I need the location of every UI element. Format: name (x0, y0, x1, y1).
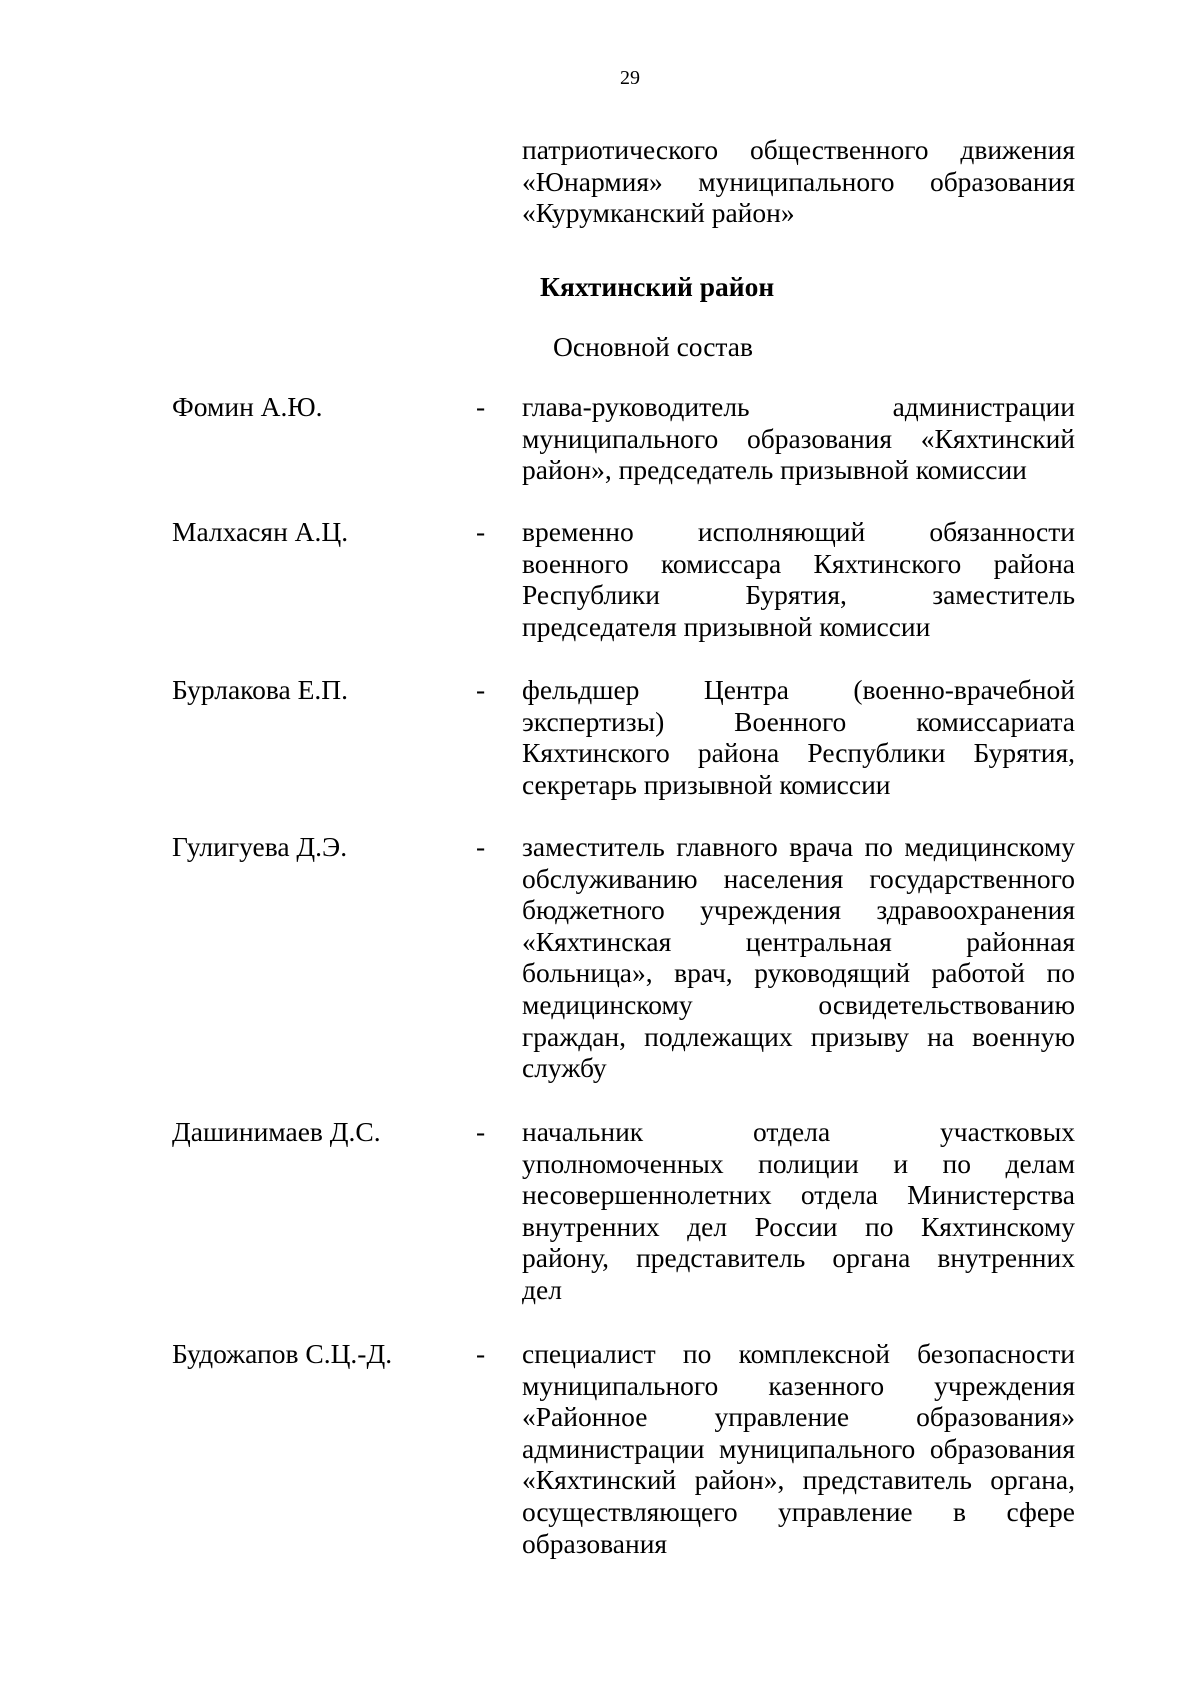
member-name: Малхасян А.Ц. (172, 516, 349, 547)
text-line: внутренних дел России по Кяхтинскому (522, 1210, 1075, 1242)
text-line: бюджетного учреждения здравоохранения (522, 894, 1075, 926)
dash-separator: - (476, 516, 486, 547)
member-name: Дашинимаев Д.С. (172, 1116, 381, 1147)
text-line: «Юнармия» муниципального образования (522, 165, 1075, 197)
text-line: муниципального казенного учреждения (522, 1369, 1075, 1401)
member-position (522, 391, 1075, 486)
text-line: специалист по комплексной безопасности (522, 1338, 1075, 1369)
text-line: обслуживанию населения государственного (522, 862, 1075, 894)
section-heading: Основной состав (553, 331, 753, 362)
text-line: «Кяхтинский район», представитель органа, (522, 1464, 1075, 1496)
text-line: администрации муниципального образования (522, 1432, 1075, 1464)
text-line: временно исполняющий обязанности (522, 516, 1075, 547)
dash-separator: - (476, 391, 486, 422)
text-line: району, представитель органа внутренних (522, 1242, 1075, 1274)
text-line: патриотического общественного движения (522, 134, 1075, 165)
dash-separator: - (476, 831, 486, 862)
continuation-paragraph (0, 134, 1200, 230)
text-line: «Кяхтинская центральная районная (522, 925, 1075, 957)
text-line: военного комиссара Кяхтинского района (522, 547, 1075, 579)
text-line: муниципального образования «Кяхтинский (522, 422, 1075, 454)
text-line: медицинскому освидетельствованию (522, 988, 1075, 1020)
text-line: граждан, подлежащих призыву на военную (522, 1020, 1075, 1052)
member-position (522, 1116, 1075, 1306)
member-position (522, 1338, 1075, 1559)
text-line: несовершеннолетних отдела Министерства (522, 1179, 1075, 1211)
text-line: район», председатель призывной комиссии (522, 454, 1027, 486)
page-number: 29 (620, 67, 640, 89)
member-name: Бурлакова Е.П. (172, 674, 348, 705)
text-line: экспертизы) Военного комиссариата (522, 705, 1075, 737)
text-line: Кяхтинского района Республики Бурятия, (522, 737, 1075, 769)
text-line: заместитель главного врача по медицинскому (522, 831, 1075, 862)
text-line: больница», врач, руководящий работой по (522, 957, 1075, 989)
dash-separator: - (476, 1116, 486, 1147)
text-line: осуществляющего управление в сфере (522, 1495, 1075, 1527)
text-line: начальник отдела участковых (522, 1116, 1075, 1147)
member-position (522, 674, 1075, 800)
text-line: уполномоченных полиции и по делам (522, 1147, 1075, 1179)
dash-separator: - (476, 1338, 486, 1369)
member-name: Будожапов С.Ц.-Д. (172, 1338, 393, 1369)
text-line: председателя призывной комиссии (522, 610, 931, 642)
text-line: секретарь призывной комиссии (522, 768, 891, 800)
member-position (522, 831, 1075, 1084)
district-heading: Кяхтинский район (540, 271, 775, 302)
text-line: фельдшер Центра (военно-врачебной (522, 674, 1075, 705)
continuation-text (522, 134, 1075, 229)
member-name: Гулигуева Д.Э. (172, 831, 348, 862)
text-line: «Курумканский район» (522, 197, 795, 229)
text-line: Республики Бурятия, заместитель (522, 579, 1075, 611)
dash-separator: - (476, 674, 486, 705)
text-line: образования (522, 1527, 668, 1559)
member-name: Фомин А.Ю. (172, 391, 323, 422)
text-line: глава-руководитель администрации (522, 391, 1075, 422)
text-line: «Районное управление образования» (522, 1401, 1075, 1433)
text-line: дел (522, 1273, 562, 1305)
text-line: службу (522, 1052, 607, 1084)
member-position (522, 516, 1075, 642)
